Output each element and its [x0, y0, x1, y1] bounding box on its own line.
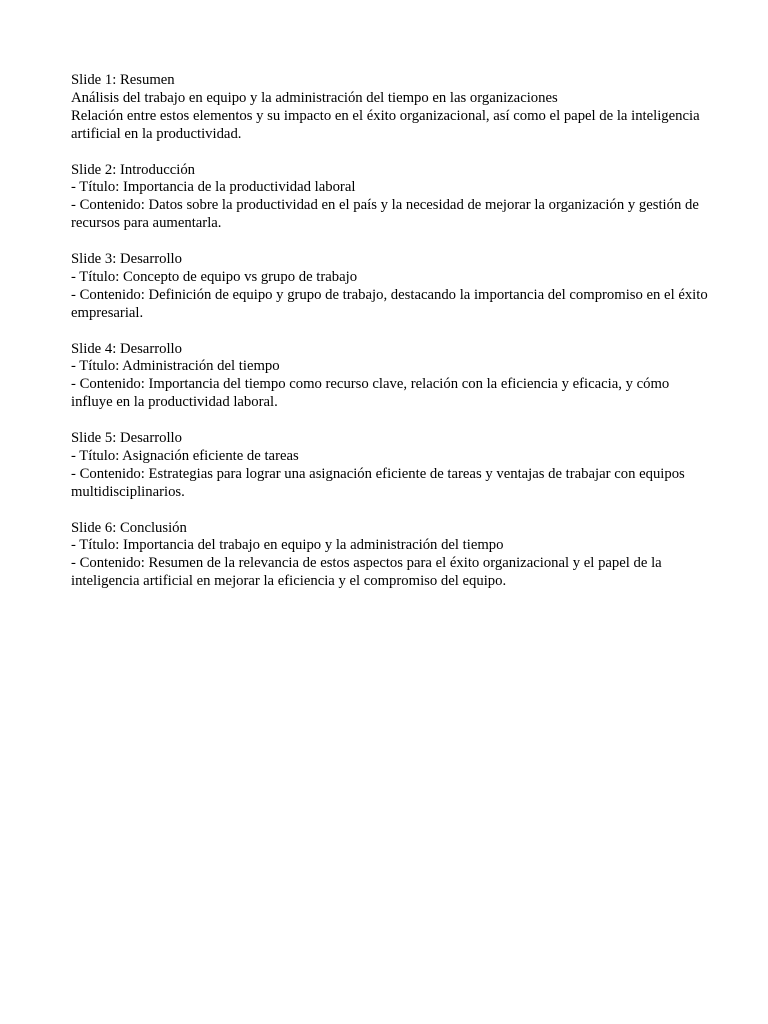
slide-content-line: - Contenido: Estrategias para lograr una asignación eficiente de tareas y ventajas de trabajar con equipos multidisciplinarios.	[71, 465, 685, 500]
slide-6-section	[71, 520, 711, 592]
slide-heading: Slide 2: Introducción	[71, 161, 196, 178]
slide-4-section	[71, 341, 711, 413]
slide-content-line: - Contenido: Definición de equipo y grupo de trabajo, destacando la importancia del compromiso en el éxito empresarial.	[71, 286, 708, 321]
document-page	[71, 72, 711, 609]
slide-heading: Slide 4: Desarrollo	[71, 340, 182, 357]
slide-title-line: - Título: Importancia del trabajo en equipo y la administración del tiempo	[71, 537, 504, 554]
slide-title-line: - Título: Importancia de la productividad laboral	[71, 179, 356, 196]
slide-content-line: - Contenido: Datos sobre la productividad en el país y la necesidad de mejorar la organización y gestión de recursos para aumentarla.	[71, 197, 699, 232]
slide-title-line: - Título: Concepto de equipo vs grupo de trabajo	[71, 268, 358, 285]
slide-heading: Slide 1: Resumen	[71, 72, 175, 88]
slide-line: Relación entre estos elementos y su impacto en el éxito organizacional, así como el papel de la inteligencia artificial en la productividad.	[71, 107, 700, 142]
slide-content-line: - Contenido: Importancia del tiempo como recurso clave, relación con la eficiencia y eficacia, y cómo influye en la productividad laboral.	[71, 376, 670, 411]
slide-3-section	[71, 251, 711, 323]
slide-1-section	[71, 72, 711, 144]
slide-heading: Slide 3: Desarrollo	[71, 251, 182, 268]
slide-title-line: - Título: Asignación eficiente de tareas	[71, 447, 299, 464]
slide-heading: Slide 5: Desarrollo	[71, 430, 182, 447]
slide-heading: Slide 6: Conclusión	[71, 519, 187, 536]
slide-title-line: - Título: Administración del tiempo	[71, 358, 280, 375]
slide-content-line: - Contenido: Resumen de la relevancia de estos aspectos para el éxito organizacional y el papel de la inteligencia artificial en mejorar la eficiencia y el compromiso del equipo.	[71, 555, 662, 590]
slide-line: Análisis del trabajo en equipo y la administración del tiempo en las organizaciones	[71, 89, 558, 106]
slide-2-section	[71, 162, 711, 234]
slide-5-section	[71, 430, 711, 502]
